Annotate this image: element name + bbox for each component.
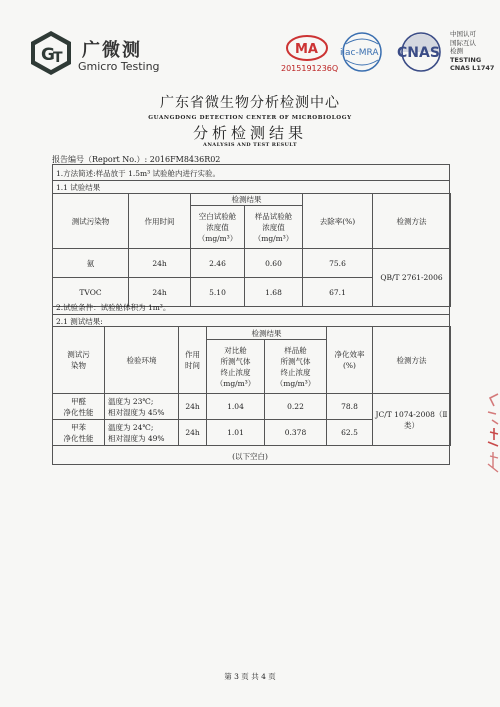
header-efficiency: 净化效率 (%) [327, 327, 373, 394]
report-number: 报告编号（Report No.）: 2016FM8436R02 [52, 155, 221, 164]
cnas-side-line: CNAS L1747 [450, 64, 495, 72]
table-row: 氨 24h 2.46 0.60 75.6 QB/T 2761-2006 [53, 249, 451, 278]
header-removal: 去除率(%) [303, 194, 373, 249]
method-description: 1.方法简述:样品放于 1.5m³ 试验舱内进行实验。 [56, 169, 220, 178]
center-title-en: GUANGDONG DETECTION CENTER OF MICROBIOLOGY [148, 115, 352, 121]
result-table-1 [52, 193, 451, 307]
header-sample: 样品试验舱 浓度值 （mg/m³） [245, 206, 303, 249]
svg-text:MA: MA [295, 42, 318, 57]
method-value-2: JC/T 1074-2008（Ⅱ类） [373, 394, 451, 446]
gmicro-logo [28, 30, 74, 76]
result-title-en: ANALYSIS AND TEST RESULT [203, 142, 297, 148]
cnas-side-line: 中国认可 [450, 30, 476, 38]
cnas-side-line: TESTING [450, 55, 482, 64]
red-seal-fragment [484, 392, 500, 482]
cnas-label: CNAS [397, 45, 440, 61]
header-results: 检测结果 [191, 194, 303, 206]
header-sample-2: 样品舱 所测气体 终止浓度 （mg/m³） [265, 340, 327, 394]
header-control: 对比舱 所测气体 终止浓度 （mg/m³） [207, 340, 265, 394]
ilac-label: ilac-MRA [340, 48, 379, 58]
ilac-mra-logo [336, 30, 388, 74]
header-time-2: 作用 时间 [179, 327, 207, 394]
method-value-1: QB/T 2761-2006 [373, 249, 451, 307]
header-time: 作用时间 [129, 194, 191, 249]
cnas-side-line: 国际互认 [450, 38, 476, 47]
cnas-logo [394, 31, 448, 73]
blank-note: (以下空白) [232, 452, 268, 461]
header-method: 检测方法 [373, 194, 451, 249]
header-env: 检验环境 [105, 327, 179, 394]
page-number: 第 3 页 共 4 页 [224, 672, 276, 681]
result-table-2 [52, 326, 451, 446]
header-pollutant: 测试污染物 [53, 194, 129, 249]
cnas-accreditation-text [450, 30, 494, 73]
svg-text:G: G [41, 45, 55, 65]
brand-name-cn: 广微测 [82, 40, 142, 61]
header-pollutant-2: 测试污 染物 [53, 327, 105, 394]
table-row: 甲苯 净化性能 温度为 24℃; 相对湿度为 49% 24h 1.01 0.378 62.5 [53, 420, 451, 446]
header-method-2: 检测方法 [373, 327, 451, 394]
table-row: 甲醛 净化性能 温度为 23℃; 相对湿度为 45% 24h 1.04 0.22 78.8 JC/T 1074-2008（Ⅱ类） [53, 394, 451, 420]
cma-logo [285, 34, 329, 62]
header-results-2: 检测结果 [207, 327, 327, 340]
svg-text:T: T [53, 50, 63, 66]
cnas-side-line: 检测 [450, 47, 463, 55]
center-title-cn: 广东省微生物分析检测中心 [160, 95, 340, 111]
header-blank: 空白试验舱 浓度值 （mg/m³） [191, 206, 245, 249]
cma-number: 2015191236Q [281, 64, 339, 73]
test-condition: 2.试验条件：试验舱体积为 1m³。 [56, 303, 171, 312]
section2-label: 2.1 测试结果: [56, 317, 103, 326]
section1-label: 1.1 试验结果 [56, 183, 101, 192]
result-title-cn: 分析检测结果 [192, 124, 307, 142]
table-row: TVOC 24h 5.10 1.68 67.1 [53, 278, 451, 307]
brand-name-en: Gmicro Testing [78, 60, 160, 73]
